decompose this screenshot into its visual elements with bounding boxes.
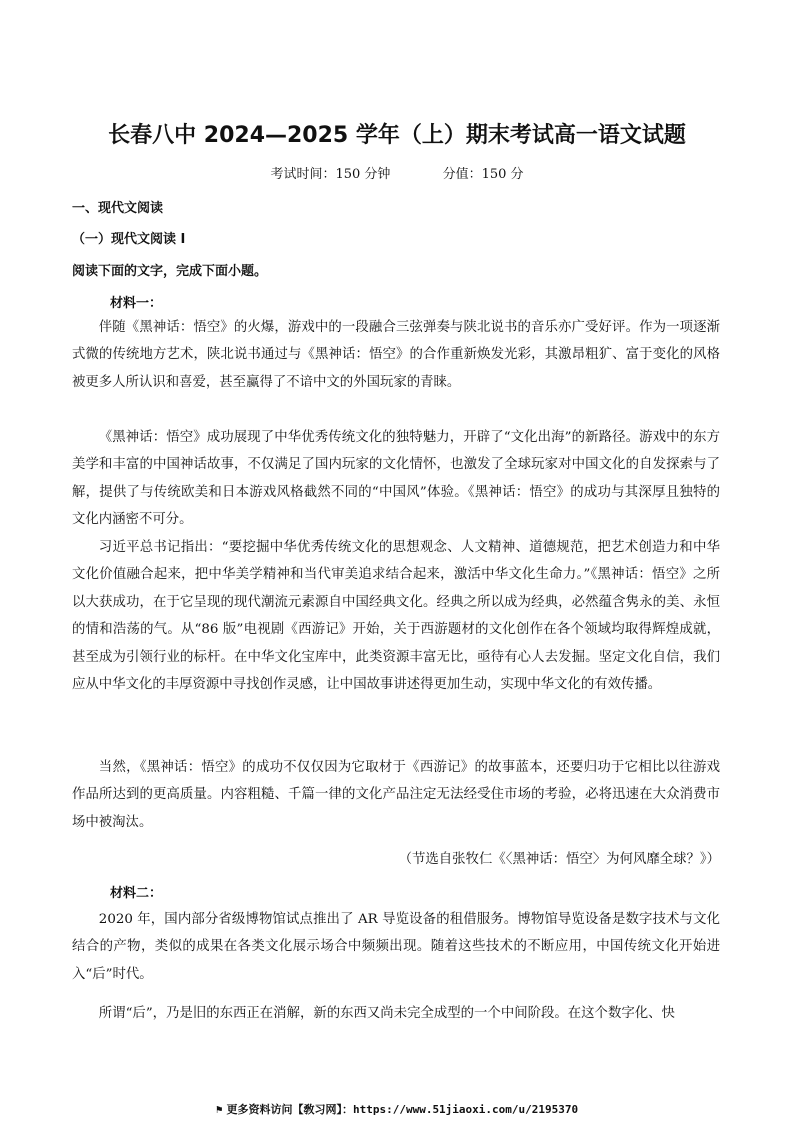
material1-paragraph: 当然，《黑神话：悟空》的成功不仅仅因为它取材于《西游记》的故事蓝本，还要归功于它相比以往游戏作品所达到的更高质量。内容粗糙、千篇一律的文化产品注定无法经受住市场的考验，必将迅速在大众消费市场中被淘汰。 bbox=[72, 760, 720, 830]
section-heading: 一、现代文阅读 bbox=[72, 201, 164, 216]
exam-meta bbox=[0, 163, 794, 182]
material1-paragraph: 习近平总书记指出：“要挖掘中华优秀传统文化的思想观念、人文精神、道德规范，把艺术创造力和中华文化价值融合起来，把中华美学精神和当代审美追求结合起来，激活中华文化生命力。”《黑神话：悟空》之所以大获成功，在于它呈现的现代潮流元素源自中国经典文化。经典之所以成为经典，必然蕴含隽永的美、永恒的情和浩荡的气。从“86 版”电视剧《西游记》开始，关于西游题材的文化创作在各个领域均取得辉煌成就，甚至成为引领行业的标杆。在中华文化宝库中，此类资源丰富无比，亟待有心人去发掘。坚定文化自信，我们应从中华文化的丰厚资源中寻找创作灵感，让中国故事讲述得更加生动，实现中华文化的有效传播。 bbox=[72, 540, 720, 693]
material1-paragraph: 《黑神话：悟空》成功展现了中华优秀传统文化的独特魅力，开辟了“文化出海”的新路径。游戏中的东方美学和丰富的中国神话故事，不仅满足了国内玩家的文化情怀，也激发了全球玩家对中国文化的自发探索与了解，提供了与传统欧美和日本游戏风格截然不同的“中国风”体验。《黑神话：悟空》的成功与其深厚且独特的文化内涵密不可分。 bbox=[72, 430, 720, 528]
exam-time: 考试时间：150 分钟 bbox=[270, 167, 391, 182]
footer bbox=[0, 1101, 794, 1117]
material1-paragraph: 伴随《黑神话：悟空》的火爆，游戏中的一段融合三弦弹奏与陕北说书的音乐亦广受好评。作为一项逐渐式微的传统地方艺术，陕北说书通过与《黑神话：悟空》的合作重新焕发光彩，其激昂粗犷、富于变化的风格被更多人所认识和喜爱，甚至赢得了不谙中文的外国玩家的青睐。 bbox=[72, 320, 720, 390]
instruction: 阅读下面的文字，完成下面小题。 bbox=[72, 264, 268, 279]
footer-link[interactable]: 更多资料访问【敎习网】：https://www.51jiaoxi.com/u/2195370 bbox=[226, 1103, 579, 1116]
document-title: 长春八中 2024—2025 学年（上）期末考试高一语文试题 bbox=[108, 123, 686, 148]
subsection-heading: （一）现代文阅读 I bbox=[72, 232, 186, 247]
exam-score: 分值：150 分 bbox=[442, 167, 524, 182]
material1-label: 材料一： bbox=[110, 296, 163, 311]
material2-paragraph: 2020 年，国内部分省级博物馆试点推出了 AR 导览设备的租借服务。博物馆导览设备是数字技术与文化结合的产物，类似的成果在各类文化展示场合中频频出现。随着这些技术的不断应用，中国传统文化开始进入“后”时代。 bbox=[72, 912, 720, 982]
material2-label: 材料二： bbox=[110, 886, 163, 901]
material1-source: （节选自张牧仁《〈黑神话：悟空〉为何风靡全球？》） bbox=[398, 852, 720, 867]
flag-icon: ⚑ bbox=[215, 1103, 223, 1116]
material2-paragraph: 所谓“后”，乃是旧的东西正在消解，新的东西又尚未完全成型的一个中间阶段。在这个数字化、快 bbox=[98, 1006, 675, 1021]
